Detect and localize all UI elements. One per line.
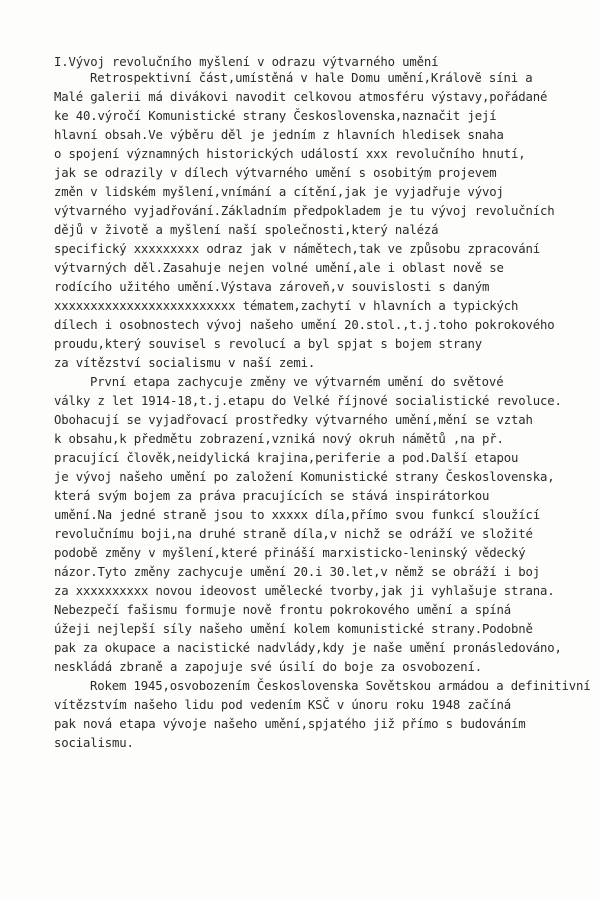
text-line: k obsahu,k předmětu zobrazení,vzniká nový okruh námětů ,na př. [54,432,504,446]
text-line: revolučnímu boji,na druhé straně díla,v nichž se odráží ve složité [54,527,533,541]
text-line: proudu,který souvisel s revolucí a byl spjat s bojem strany [54,337,482,351]
text-line: Rokem 1945,osvobozením Československa Sovětskou armádou a definitivní [90,679,591,693]
text-line: Nebezpečí fašismu formuje nově frontu pokrokového umění a spíná [54,603,511,617]
text-line: která svým bojem za práva pracujících se stává inspirátorkou [54,489,490,503]
text-line: neskládá zbraně a zapojuje své úsilí do boje za osvobození. [54,660,482,674]
text-line: úžeji nejlepší síly našeho umění kolem komunistické strany.Podobně [54,622,533,636]
text-line: umění.Na jedné straně jsou to xxxxx díla,přímo svou funkcí sloužící [54,508,540,522]
text-line: výtvarného vyjadřování.Základním předpokladem je tu vývoj revolučních [54,204,555,218]
text-line: války z let 1914-18,t.j.etapu do Velké říjnové socialistické revoluce. [54,394,562,408]
text-line: jak se odrazily v dílech výtvarného umění s osobitým projevem [54,166,497,180]
text-line: socialismu. [54,736,134,750]
text-line: je vývoj našeho umění po založení Komunistické strany Československa, [54,470,555,484]
text-line: rodícího užitého umění.Výstava zároveň,v souvislosti s daným [54,280,490,294]
text-line: za xxxxxxxxxx novou ideovost umělecké tvorby,jak ji vyhlašuje strana. [54,584,555,598]
text-line: pak za okupace a nacistické nadvlády,kdy je naše umění pronásledováno, [54,641,562,655]
text-line: hlavní obsah.Ve výběru děl je jedním z hlavních hledisek snaha [54,128,504,142]
text-line: dílech i osobnostech vývoj našeho umění 20.stol.,t.j.toho pokrokového [54,318,555,332]
text-line: pracující člověk,neidylická krajina,periferie a pod.Další etapou [54,451,519,465]
text-line: výtvarných děl.Zasahuje nejen volné umění,ale i oblast nově se [54,261,504,275]
text-line: ke 40.výročí Komunistické strany Československa,naznačit její [54,109,497,123]
text-line: změn v lidském myšlení,vnímání a cítění,jak je vyjadřuje vývoj [54,185,504,199]
text-line: vítězstvím našeho lidu pod vedením KSČ v únoru roku 1948 začíná [54,698,511,712]
text-line: názor.Tyto změny zachycuje umění 20.i 30.let,v němž se obráží i boj [54,565,540,579]
text-line: specifický xxxxxxxxx odraz jak v námětech,tak ve způsobu zpracování [54,242,540,256]
text-line: Obohacují se vyjadřovací prostředky výtvarného umění,mění se vztah [54,413,533,427]
text-line: xxxxxxxxxxxxxxxxxxxxxxxxx tématem,zachytí v hlavních a typických [54,299,519,313]
text-line: o spojení významných historických událostí xxx revolučního hnutí, [54,147,526,161]
document-title: I.Vývoj revolučního myšlení v odrazu výtvarného umění [54,55,439,69]
text-line: podobě změny v myšlení,které přináší marxisticko-leninský vědecký [54,546,526,560]
text-line: za vítězství socialismu v naší zemi. [54,356,316,370]
text-line: První etapa zachycuje změny ve výtvarném umění do světové [90,375,504,389]
text-line: Retrospektivní část,umístěná v hale Domu umění,Královĕ síni a [90,71,533,85]
text-line: pak nová etapa vývoje našeho umění,spjatého již přímo s budováním [54,717,526,731]
text-line: dějů v životě a myšlení naší společnosti,který nalézá [54,223,439,237]
text-line: Malé galerii má divákovi navodit celkovou atmosféru výstavy,pořádané [54,90,548,104]
